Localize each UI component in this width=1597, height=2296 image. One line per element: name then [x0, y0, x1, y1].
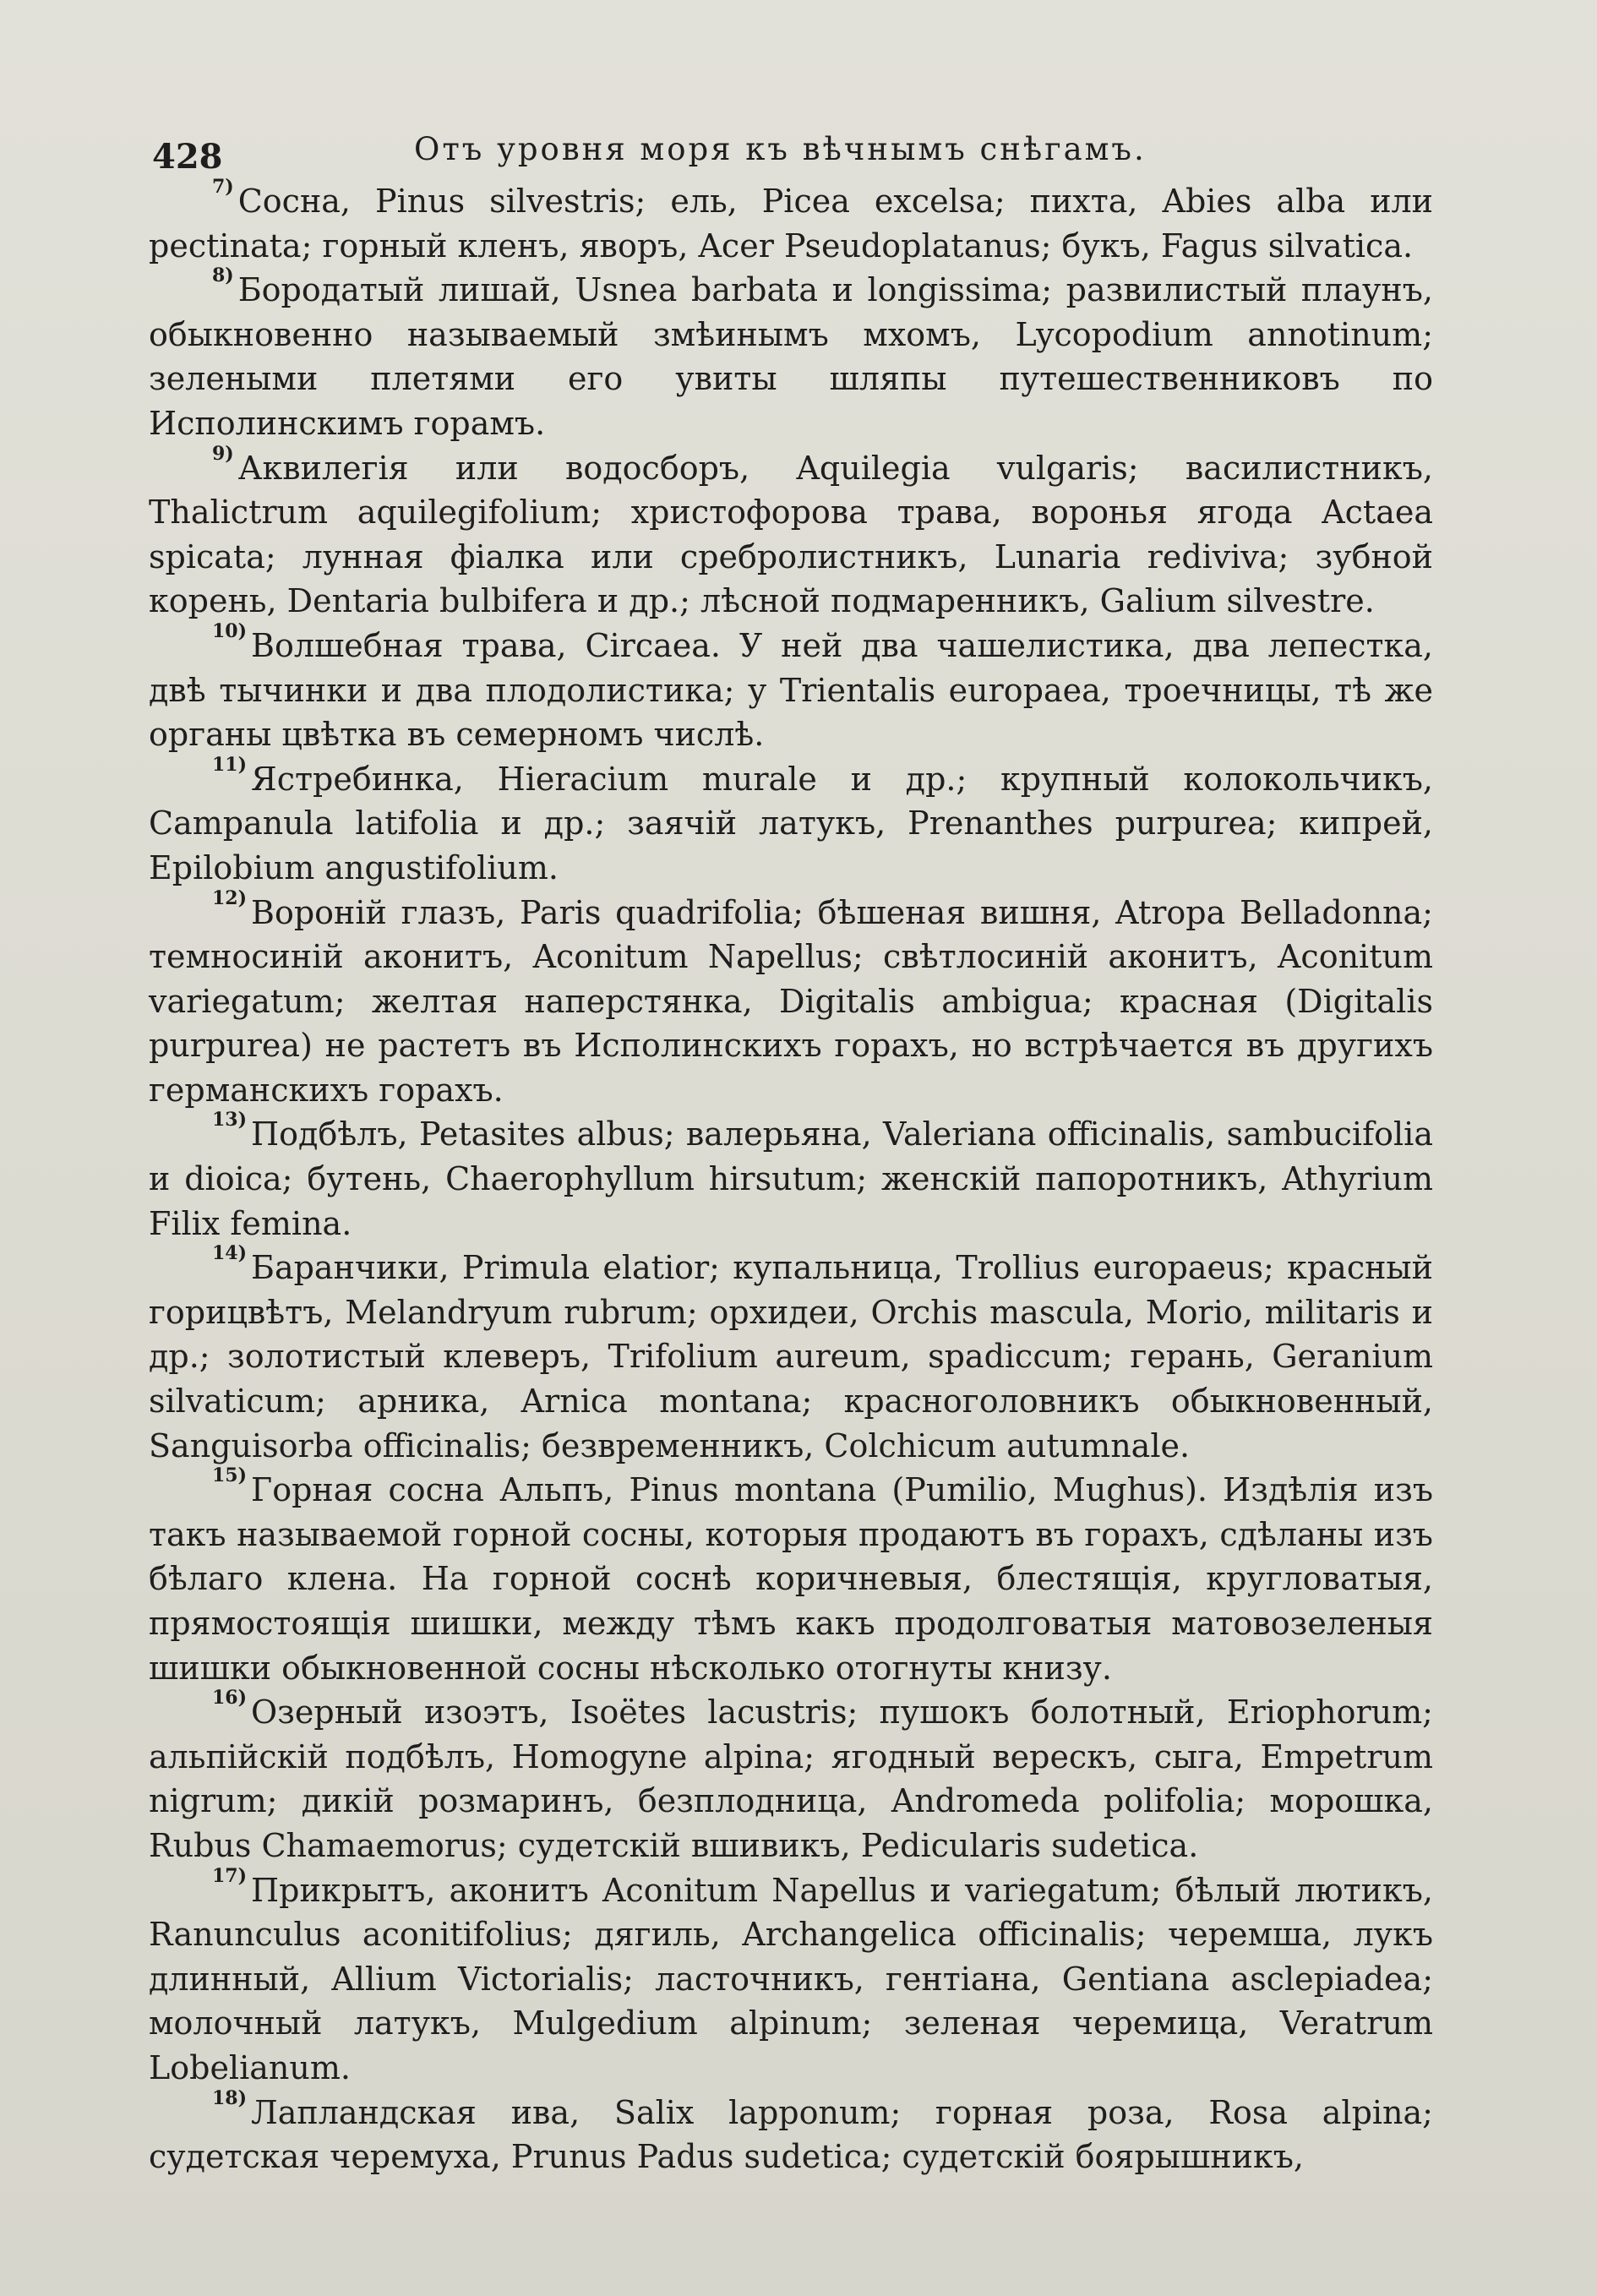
- page-header: [152, 127, 1432, 177]
- footnote-text: Бородатый лишай, Usnea barbata и longissima; развилистый плаунъ, обыкновенно называемый змѣинымъ мхомъ, Lycopodium annotinum; зелеными плетями его увиты шляпы путешественниковъ по Исполинскимъ горамъ.: [149, 271, 1433, 442]
- footnote-number: 10): [212, 619, 248, 642]
- footnote-number: 18): [212, 2086, 248, 2109]
- footnote-text: Подбѣлъ, Petasites albus; валерьяна, Valeriana officinalis, sambucifolia и dioica; бутень, Chaerophyllum hirsutum; женскій папоротникъ, Athyrium Filix femina.: [149, 1115, 1433, 1242]
- footnotes-body: [149, 176, 1433, 2179]
- footnote-7: [149, 176, 1433, 268]
- footnote-text: Сосна, Pinus silvestris; ель, Picea excelsa; пихта, Abies alba или pectinata; горный кленъ, яворъ, Acer Pseudoplatanus; букъ, Fagus silvatica.: [149, 183, 1433, 265]
- footnote-number: 7): [212, 176, 234, 198]
- running-title: Отъ уровня моря къ вѣчнымъ снѣгамъ.: [414, 131, 1147, 167]
- footnote-text: Ястребинка, Hieracium murale и др.; крупный колокольчикъ, Campanula latifolia и др.; заячій латукъ, Prenanthes purpurea; кипрей, Epilobium angustifolium.: [149, 760, 1433, 886]
- footnote-number: 9): [212, 442, 234, 465]
- footnote-17: [149, 1864, 1433, 2091]
- footnote-number: 13): [212, 1109, 248, 1132]
- page-number: 428: [152, 137, 223, 177]
- footnote-13: [149, 1109, 1433, 1246]
- footnote-text: Вороній глазъ, Paris quadrifolia; бѣшеная вишня, Atropa Belladonna; темносиній аконитъ, Aconitum Napellus; свѣтлосиній аконитъ, Aconitum variegatum; желтая наперстянка, Digitalis ambigua; красная (Digitalis purpurea) не растетъ въ Исполинскихъ горахъ, но встрѣчается въ другихъ германскихъ горахъ.: [149, 893, 1433, 1109]
- footnote-14: [149, 1242, 1433, 1468]
- footnote-text: Прикрытъ, аконитъ Aconitum Napellus и variegatum; бѣлый лютикъ, Ranunculus aconitifolius; дягиль, Archangelica officinalis; черемша, лукъ длинный, Allium Victorialis; ласточникъ, гентіана, Gentiana asclepiadea; молочный латукъ, Mulgedium alpinum; зеленая черемица, Veratrum Lobelianum.: [149, 1871, 1433, 2086]
- footnote-number: 14): [212, 1242, 248, 1265]
- footnote-text: Волшебная трава, Circaea. У ней два чашелистика, два лепестка, двѣ тычинки и два плодолистика; у Trientalis europaea, троечницы, тѣ же органы цвѣтка въ семерномъ числѣ.: [149, 626, 1433, 754]
- footnote-text: Баранчики, Primula elatior; купальница, Trollius europaeus; красный горицвѣтъ, Melandryum rubrum; орхидеи, Orchis mascula, Morio, militaris и др.; золотистый клеверъ, Trifolium aureum, spadiccum; герань, Geranium silvaticum; арника, Arnica montana; красноголовникъ обыкновенный, Sanguisorba officinalis; безвременникъ, Colchicum autumnale.: [149, 1249, 1433, 1464]
- footnote-number: 11): [212, 753, 248, 776]
- footnote-number: 12): [212, 886, 248, 909]
- footnote-18: [149, 2086, 1433, 2179]
- footnote-15: [149, 1464, 1433, 1690]
- footnote-text: Озерный изоэтъ, Isoëtes lacustris; пушокъ болотный, Eriophorum; альпійскій подбѣлъ, Homogyne alpina; ягодный верескъ, сыга, Empetrum nigrum; дикій розмаринъ, безплодница, Andromeda polifolia; морошка, Rubus Chamaemorus; судетскій вшивикъ, Pedicularis sudetica.: [149, 1693, 1433, 1864]
- footnote-text: Лапландская ива, Salix lapponum; горная роза, Rosa alpina; судетская черемуха, Prunus Padus sudetica; судетскій боярышникъ,: [149, 2093, 1433, 2176]
- footnote-number: 16): [212, 1687, 248, 1710]
- footnote-number: 15): [212, 1464, 248, 1487]
- footnote-16: [149, 1687, 1433, 1868]
- footnote-number: 8): [212, 265, 234, 287]
- footnote-number: 17): [212, 1864, 248, 1887]
- footnote-9: [149, 442, 1433, 624]
- footnote-11: [149, 753, 1433, 891]
- footnote-12: [149, 886, 1433, 1113]
- footnote-10: [149, 619, 1433, 757]
- footnote-8: [149, 265, 1433, 445]
- footnote-text: Аквилегія или водосборъ, Aquilegia vulgaris; василистникъ, Thalictrum aquilegifolium; христофорова трава, воронья ягода Actaea spicata; лунная фіалка или сребролистникъ, Lunaria rediviva; зубной корень, Dentaria bulbifera и др.; лѣсной подмаренникъ, Galium silvestre.: [149, 449, 1433, 620]
- footnote-text: Горная сосна Альпъ, Pinus montana (Pumilio, Mughus). Издѣлія изъ такъ называемой горной сосны, которыя продаютъ въ горахъ, сдѣланы изъ бѣлаго клена. На горной соснѣ коричневыя, блестящія, кругловатыя, прямостоящія шишки, между тѣмъ какъ продолговатыя матовозеленыя шишки обыкновенной сосны нѣсколько отогнуты книзу.: [149, 1471, 1433, 1687]
